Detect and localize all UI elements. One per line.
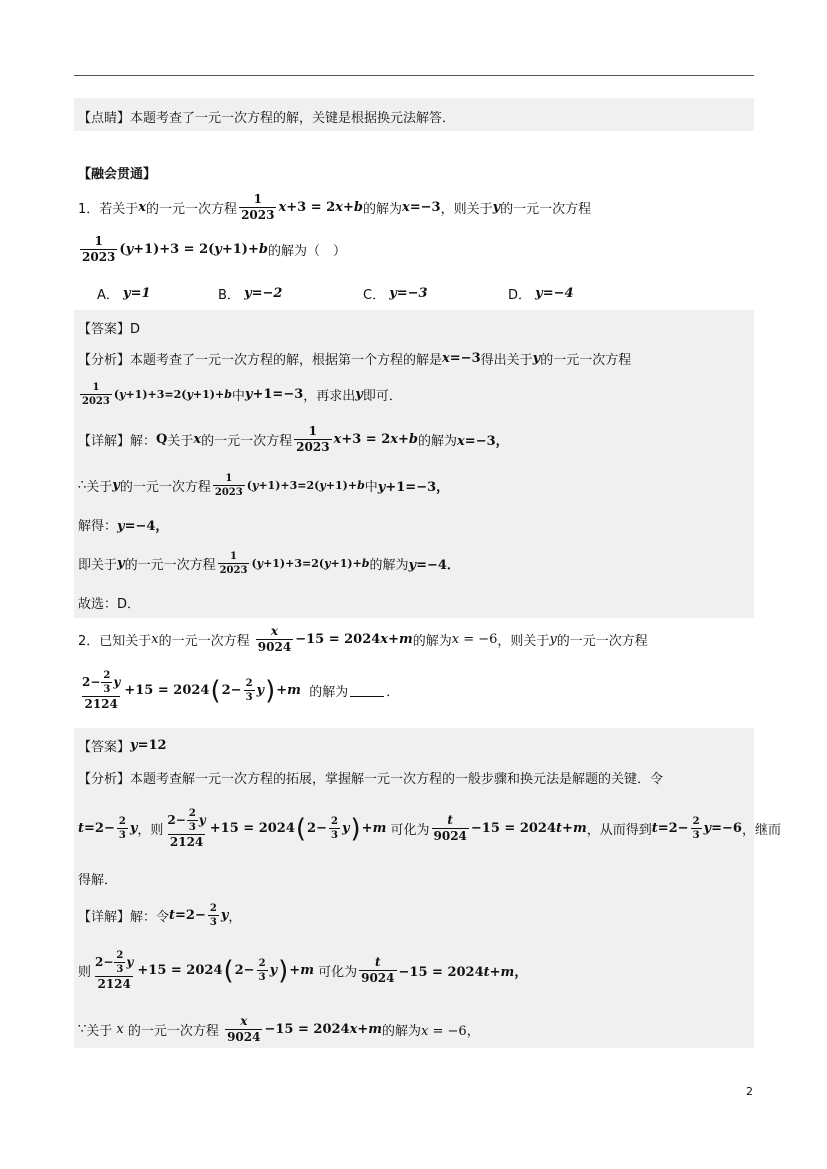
section-title: 【融会贯通】 bbox=[78, 167, 157, 182]
q2-analysis-line3: 得解． bbox=[78, 873, 118, 888]
q1-choose-line: 故选：D． bbox=[78, 597, 141, 612]
answer-blank[interactable] bbox=[350, 684, 384, 697]
option-c[interactable]: C． y=−3 bbox=[363, 286, 428, 303]
q1-conclusion-line: 即关于 y 的一元一次方程 1 2023 (y+1)+3=2(y+1)+b 的解为 y=−4． bbox=[78, 551, 460, 576]
option-b[interactable]: B． y=−2 bbox=[218, 286, 283, 303]
q1-analysis-line2: 1 2023 (y+1)+3=2(y+1)+b 中 y+1=−3 ，再求出 y 即可． bbox=[82, 382, 402, 407]
q2-stem-line2: 2− 2 3 y 2124 +15 = 2024 ( 2− $\frac{2}{3}$ y ) +m 的解为 ． bbox=[82, 670, 400, 711]
q2-detail-line3: ∵ 关于 x 的一元一次方程 x 9024 −15 = 2024x+m 的解为 x = −6， bbox=[78, 1014, 480, 1044]
q2-analysis-line1: 【分析】本题考查解一元一次方程的拓展，掌握解一元一次方程的一般步骤和换元法是解题的关键．令 bbox=[78, 772, 664, 787]
point-line: 【点睛】本题考查了一元一次方程的解，关键是根据换元法解答． bbox=[78, 111, 456, 126]
q2-analysis-line2: t=2− $\frac{2}{3}$ y ，则 2− 2 3 y 2124 +15 = 2024 ( 2− $\frac{2}{3}$ y ) +m 可化为 t 9024 −15 = 2024t+m ，从而得到 t=2− $\frac{2}{3}$ y=−6 ，继而 bbox=[78, 808, 781, 849]
q1-stem-line2: 1 2023 (y+1)+3 = 2(y+1)+b 的解为（ ） bbox=[82, 234, 346, 264]
q1-detail-line1: 【详解】解： Q 关于 x 的一元一次方程 1 2023 x+3 = 2x+b 的解为 x=−3， bbox=[78, 424, 509, 454]
q2-stem-line1: 2．已知关于 x 的一元一次方程 x 9024 −15 = 2024x+m 的解为 x = −6 ，则关于 y 的一元一次方程 bbox=[78, 624, 648, 654]
q2-detail-line1: 【详解】解：令 t=2− $\frac{2}{3}$ y ， bbox=[78, 903, 242, 928]
q2-detail-line2: 则 2− 2 3 y 2124 +15 = 2024 ( 2− $\frac{2}{3}$ y ) +m 可化为 t 9024 −15 = 2024t+m， bbox=[78, 950, 528, 991]
q1-detail-line2: ∴ 关于 y 的一元一次方程 1 2023 (y+1)+3=2(y+1)+b 中 y+1=−3， bbox=[78, 473, 450, 498]
page-number: 2 bbox=[746, 1085, 753, 1098]
q1-solve-line: 解得： y=−4， bbox=[78, 519, 169, 534]
q1-stem-line1: 1．若关于 x 的一元一次方程 1 2023 x+3 = 2x+b 的解为 x=−3 ，则关于 y 的一元一次方程 bbox=[78, 192, 592, 222]
option-a[interactable]: A． y=1 bbox=[97, 286, 151, 303]
option-d[interactable]: D． y=−4 bbox=[508, 286, 574, 303]
q1-answer: 【答案】D bbox=[78, 322, 141, 337]
header-rule bbox=[74, 75, 754, 76]
q2-answer: 【答案】 y=12 bbox=[78, 738, 167, 755]
q1-analysis-line1: 【分析】本题考查了一元一次方程的解，根据第一个方程的解是 x=−3 得出关于 y 的一元一次方程 bbox=[78, 351, 632, 368]
fraction-1-2023: 1 2023 bbox=[241, 192, 275, 222]
